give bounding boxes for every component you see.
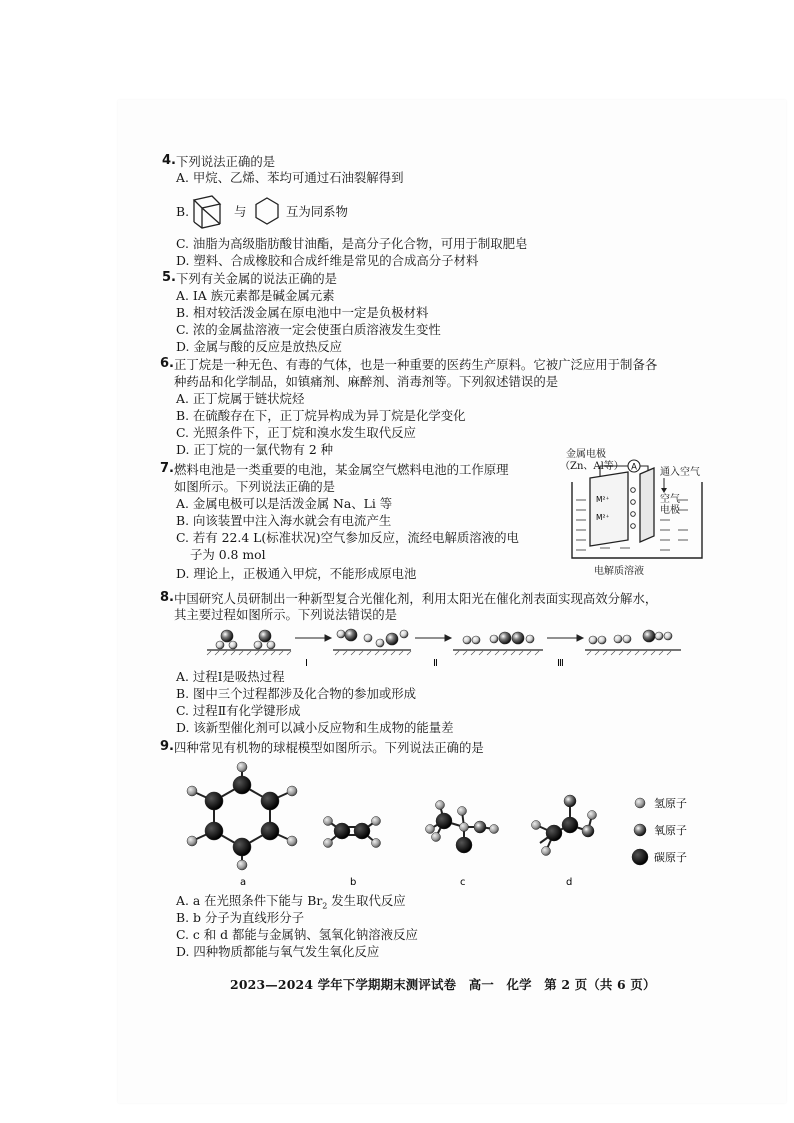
q9-option-b: B. b 分子为直线形分子: [176, 910, 304, 925]
q5-option-d: D. 金属与酸的反应是放热反应: [176, 339, 343, 354]
prism-structure-icon: [188, 192, 228, 232]
q9-option-a-text: A. a 在光照条件下能与 Br: [176, 893, 323, 908]
q5-stem: 下列有关金属的说法正确的是: [176, 271, 338, 286]
q6-stem-line1: 正丁烷是一种无色、有毒的气体，也是一种重要的医药生产原料。它被广泛应用于制备各: [174, 357, 658, 372]
q6-option-d: D. 正丁烷的一氯代物有 2 种: [176, 442, 334, 457]
q9-option-d: D. 四种物质都能与氧气发生氧化反应: [176, 944, 380, 959]
q7-stem-line1: 燃料电池是一类重要的电池，某金属空气燃料电池的工作原理: [174, 462, 509, 477]
benzene-ring-icon: [252, 196, 282, 226]
ball-stick-models: [180, 755, 700, 891]
q5-option-a: A. ⅠA 族元素都是碱金属元素: [176, 288, 335, 303]
q9-number: 9.: [160, 739, 174, 754]
q6-option-b: B. 在硫酸存在下，正丁烷异构成为异丁烷是化学变化: [176, 408, 466, 423]
q6-number: 6.: [160, 356, 174, 371]
q7-option-c-line1: C. 若有 22.4 L(标准状况)空气参加反应，流经电解质溶液的电: [176, 530, 519, 545]
q8-stem-line1: 中国研究人员研制出一种新型复合光催化剂，利用太阳光在催化剂表面实现高效分解水，: [174, 591, 658, 606]
electrode-label: 金属电极: [566, 449, 606, 460]
legend-carbon: 碳原子: [654, 851, 687, 864]
q7-option-d: D. 理论上，正极通入甲烷，不能形成原电池: [176, 566, 417, 581]
q4-option-a: A. 甲烷、乙烯、苯均可通过石油裂解得到: [176, 170, 404, 185]
oxygen-atom-legend-icon: [634, 824, 646, 836]
q4-option-b-suffix: 互为同系物: [286, 204, 348, 219]
q7-option-c-line2: 子为 0.8 mol: [190, 547, 266, 562]
legend-hydrogen: 氢原子: [654, 797, 687, 810]
q5-option-b: B. 相对较活泼金属在原电池中一定是负极材料: [176, 305, 429, 320]
q6-stem-line2: 种药品和化学制品，如镇痛剂、麻醉剂、消毒剂等。下列叙述错误的是: [174, 374, 559, 389]
q9-option-c: C. c 和 d 都能与金属钠、氢氧化钠溶液反应: [176, 927, 418, 942]
model-b-label: b: [350, 877, 357, 888]
air-electrode-label: 空气电极: [660, 494, 680, 516]
q8-option-a: A. 过程Ⅰ是吸热过程: [176, 669, 285, 684]
electrode-sublabel: （Zn、Al等）: [560, 461, 624, 472]
q8-option-c: C. 过程Ⅱ有化学键形成: [176, 703, 301, 718]
q4-stem: 下列说法正确的是: [176, 154, 276, 169]
q6-option-c: C. 光照条件下，正丁烷和溴水发生取代反应: [176, 425, 416, 440]
ion-label-1: M²⁺: [596, 495, 610, 504]
model-a-label: a: [240, 877, 247, 888]
q7-option-b: B. 向该装置中注入海水就会有电流产生: [176, 513, 392, 528]
q7-option-a: A. 金属电极可以是活泼金属 Na、Li 等: [176, 496, 393, 511]
q8-option-d: D. 该新型催化剂可以减小反应物和生成物的能量差: [176, 720, 454, 735]
step-1-label: Ⅰ: [305, 658, 308, 668]
electrolyte-label: 电解质溶液: [594, 566, 644, 577]
page-footer: 2023—2024 学年下学期期末测评试卷 高一 化学 第 2 页（共 6 页）: [230, 977, 656, 992]
model-c-label: c: [460, 877, 466, 888]
q5-number: 5.: [162, 270, 176, 285]
step-3-label: Ⅲ: [557, 658, 564, 668]
q4-number: 4.: [162, 153, 176, 168]
ion-label-2: M²⁺: [596, 513, 610, 522]
q4-option-d: D. 塑料、合成橡胶和合成纤维是常见的合成高分子材料: [176, 253, 479, 268]
step-2-label: Ⅱ: [433, 658, 438, 668]
air-inlet-label: 通入空气: [660, 467, 700, 478]
q8-stem-line2: 其主要过程如图所示。下列说法错误的是: [174, 607, 398, 622]
q6-option-a: A. 正丁烷属于链状烷烃: [176, 391, 305, 406]
q4-option-b-prefix: B.: [176, 204, 190, 219]
q5-option-c: C. 浓的金属盐溶液一定会使蛋白质溶液发生变性: [176, 322, 441, 337]
q7-stem-line2: 如图所示。下列说法正确的是: [174, 479, 336, 494]
q8-option-b: B. 图中三个过程都涉及化合物的参加或形成: [176, 686, 417, 701]
model-d-label: d: [566, 877, 573, 888]
hydrogen-atom-legend-icon: [635, 798, 645, 808]
q9-stem: 四种常见有机物的球棍模型如图所示。下列说法正确的是: [174, 740, 484, 755]
q8-number: 8.: [160, 590, 174, 605]
q9-option-a-text-end: 发生取代反应: [327, 893, 406, 908]
q4-option-b-mid: 与: [234, 204, 247, 219]
q7-number: 7.: [160, 461, 174, 476]
q9-option-a-subscript: 2: [322, 901, 328, 911]
ammeter-label: A: [631, 462, 637, 473]
water-splitting-process-diagram: [205, 622, 685, 668]
q4-option-c: C. 油脂为高级脂肪酸甘油酯，是高分子化合物，可用于制取肥皂: [176, 236, 528, 251]
legend-oxygen: 氧原子: [654, 824, 687, 837]
carbon-atom-legend-icon: [632, 849, 648, 865]
